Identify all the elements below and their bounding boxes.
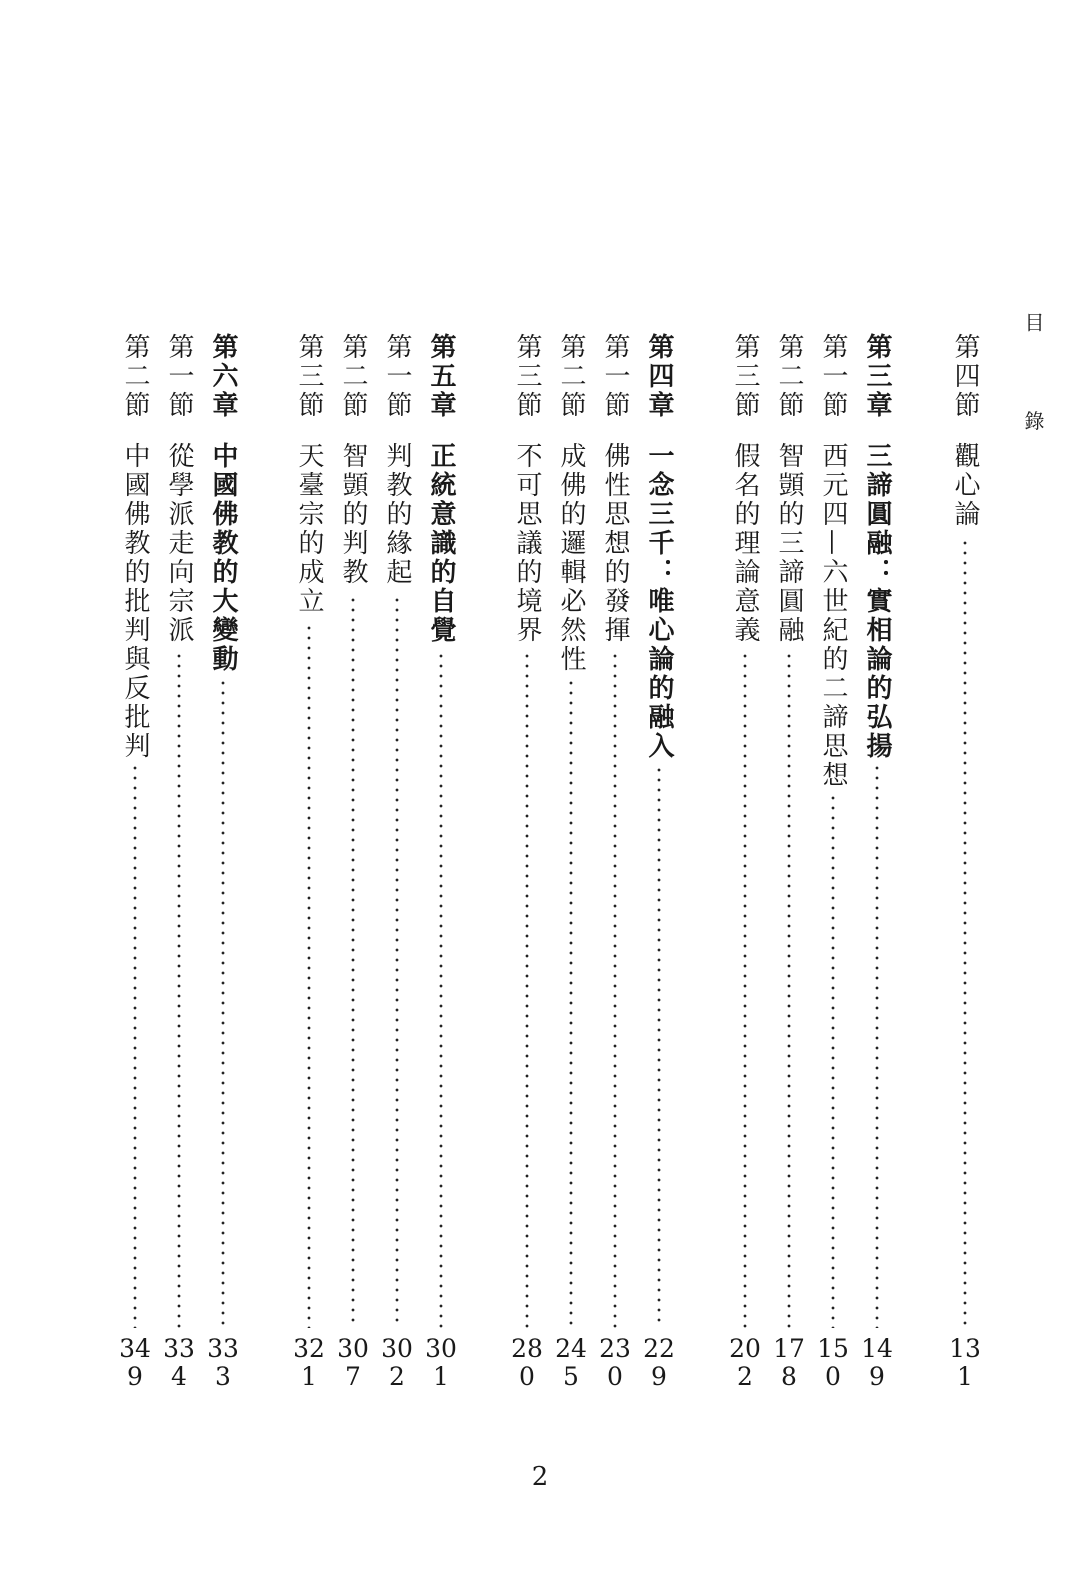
leader-dots [569,678,573,1328]
toc-entry-label [860,333,894,761]
section-heading: 第三節 [730,333,760,420]
page-number: 333 [207,1334,239,1391]
toc-entry[interactable] [860,333,894,1413]
page-number: 349 [119,1334,151,1391]
chapter-heading: 第三章 [862,333,892,420]
toc-entry-label [206,333,240,674]
page-number: 301 [425,1334,457,1391]
toc-entry[interactable] [728,333,762,1413]
toc-entry[interactable] [554,333,588,1413]
toc-entry[interactable] [336,333,370,1413]
toc-entry-label [336,333,370,587]
toc-entry[interactable] [772,333,806,1413]
page-number: 307 [337,1334,369,1391]
leader-dots [307,623,311,1328]
page-number: 202 [729,1334,761,1391]
entry-title: 三諦圓融：實相論的弘揚 [862,442,892,761]
toc-entry-label [816,333,850,790]
toc-entry[interactable] [292,333,326,1413]
page-number: 245 [555,1334,587,1391]
chapter-heading: 第四章 [644,333,674,420]
toc-entry[interactable] [380,333,414,1413]
entry-title: 智顗的三諦圓融 [774,442,804,645]
chapter-heading: 第五章 [426,333,456,420]
page-number: 302 [381,1334,413,1391]
entry-title: 佛性思想的發揮 [600,442,630,645]
section-heading: 第四節 [950,333,980,420]
toc-entry[interactable] [162,333,196,1413]
toc-entry-label [118,333,152,761]
toc-entry-label [510,333,544,645]
toc-entry-label [162,333,196,645]
entry-title: 不可思議的境界 [512,442,542,645]
page-number: 150 [817,1334,849,1391]
section-heading: 第三節 [512,333,542,420]
toc-entry-label [772,333,806,645]
leader-dots [525,651,529,1328]
leader-dots [875,763,879,1328]
toc-entry[interactable] [118,333,152,1413]
page-number: 321 [293,1334,325,1391]
page-number: 334 [163,1334,195,1391]
section-heading: 第二節 [556,333,586,420]
toc-entry-label [554,333,588,674]
toc-entry[interactable] [948,333,982,1413]
leader-dots [963,538,967,1328]
toc-entry-label [642,333,676,761]
section-heading: 第一節 [382,333,412,420]
entry-title: 中國佛教的大變動 [208,442,238,674]
page-number: 230 [599,1334,631,1391]
page-header: 目 錄 [1021,312,1045,467]
leader-dots [221,678,225,1328]
page-number: 178 [773,1334,805,1391]
entry-title: 一念三千：唯心論的融入 [644,442,674,761]
page-number: 280 [511,1334,543,1391]
entry-title: 智顗的判教 [338,442,368,587]
section-heading: 第一節 [600,333,630,420]
leader-dots [831,793,835,1328]
section-heading: 第二節 [120,333,150,420]
entry-title: 成佛的邏輯必然性 [556,442,586,674]
toc-entry-label [948,333,982,529]
toc-entry[interactable] [642,333,676,1413]
leader-dots [613,651,617,1328]
page-number: 131 [949,1334,981,1391]
page-number: 149 [861,1334,893,1391]
toc-entry[interactable] [424,333,458,1413]
leader-dots [787,651,791,1328]
toc-entry-label [728,333,762,645]
entry-title: 從學派走向宗派 [164,442,194,645]
leader-dots [657,765,661,1328]
toc-entry[interactable] [510,333,544,1413]
leader-dots [439,651,443,1328]
toc-entry-label [424,333,458,645]
entry-title: 天臺宗的成立 [294,442,324,616]
entry-title: 正統意識的自覺 [426,442,456,645]
toc-entry-label [380,333,414,587]
entry-title: 中國佛教的批判與反批判 [120,442,150,761]
leader-dots [133,763,137,1328]
leader-dots [177,651,181,1328]
leader-dots [351,595,355,1328]
entry-title: 觀心論 [950,442,980,529]
section-heading: 第二節 [338,333,368,420]
section-heading: 第一節 [164,333,194,420]
entry-title: 判教的緣起 [382,442,412,587]
leader-dots [395,595,399,1328]
entry-title: 西元四—六世紀的二諦思想 [818,442,848,790]
leader-dots [743,651,747,1328]
chapter-heading: 第六章 [208,333,238,420]
section-heading: 第二節 [774,333,804,420]
section-heading: 第三節 [294,333,324,420]
toc-entry-label [598,333,632,645]
footer-page-number: 2 [531,1462,549,1492]
section-heading: 第一節 [818,333,848,420]
toc-entry[interactable] [816,333,850,1413]
toc-entry[interactable] [206,333,240,1413]
page-number: 229 [643,1334,675,1391]
toc-entry[interactable] [598,333,632,1413]
entry-title: 假名的理論意義 [730,442,760,645]
toc-entry-label [292,333,326,616]
